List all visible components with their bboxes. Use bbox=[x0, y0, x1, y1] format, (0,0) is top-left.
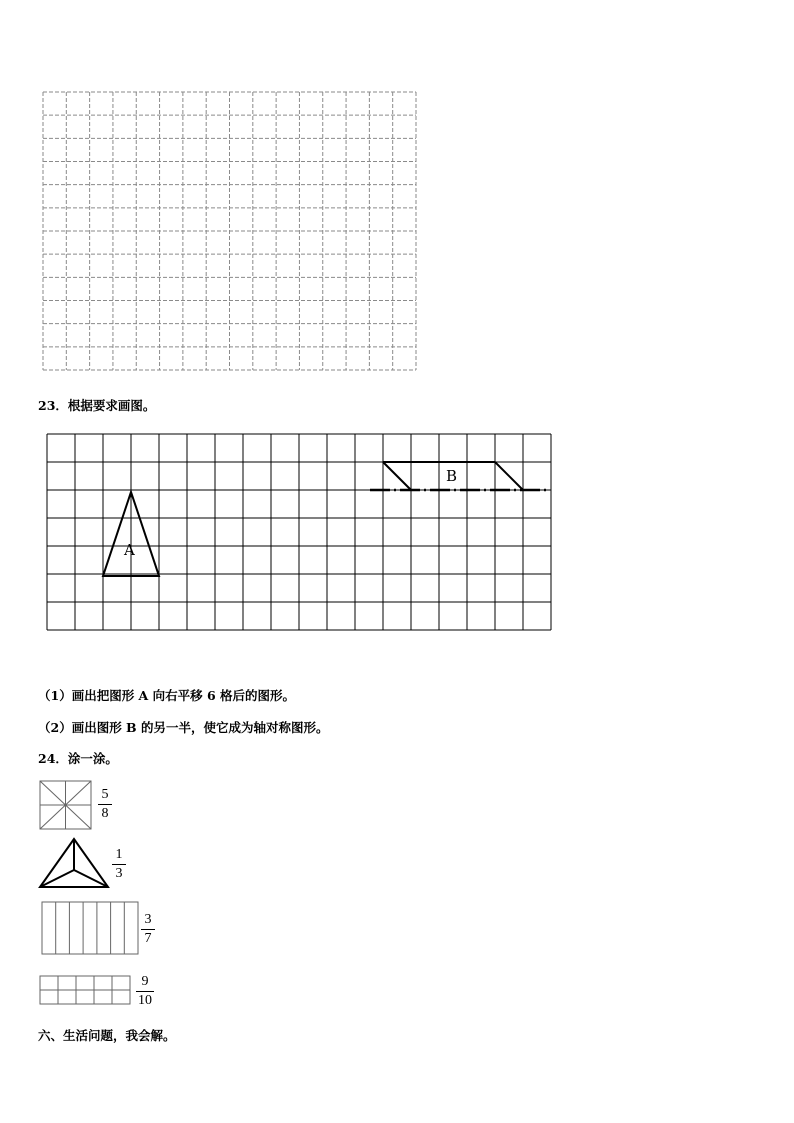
section-6-title: 六、生活问题，我会解。 bbox=[38, 1028, 176, 1043]
fraction-1-3: 1 3 bbox=[112, 848, 126, 881]
shape-b-label: B bbox=[446, 467, 458, 485]
rectangle-7-strips[interactable] bbox=[42, 902, 138, 954]
square-8-sectors[interactable] bbox=[40, 781, 91, 829]
question-23-part-1: （1）画出把图形 A 向右平移 6 格后的图形。 bbox=[38, 688, 296, 703]
fraction-9-10: 9 10 bbox=[138, 974, 152, 1008]
fraction-3-7: 3 7 bbox=[141, 913, 155, 946]
question-23-title: 23．根据要求画图。 bbox=[38, 398, 156, 413]
triangle-3-parts[interactable] bbox=[40, 839, 108, 887]
fraction-5-8: 5 8 bbox=[98, 788, 112, 821]
question-24-title: 24．涂一涂。 bbox=[38, 751, 118, 766]
question-23-part-2: （2）画出图形 B 的另一半，使它成为轴对称图形。 bbox=[38, 720, 329, 735]
rectangle-10-cells[interactable] bbox=[40, 976, 130, 1004]
shape-a-label: A bbox=[124, 541, 135, 559]
